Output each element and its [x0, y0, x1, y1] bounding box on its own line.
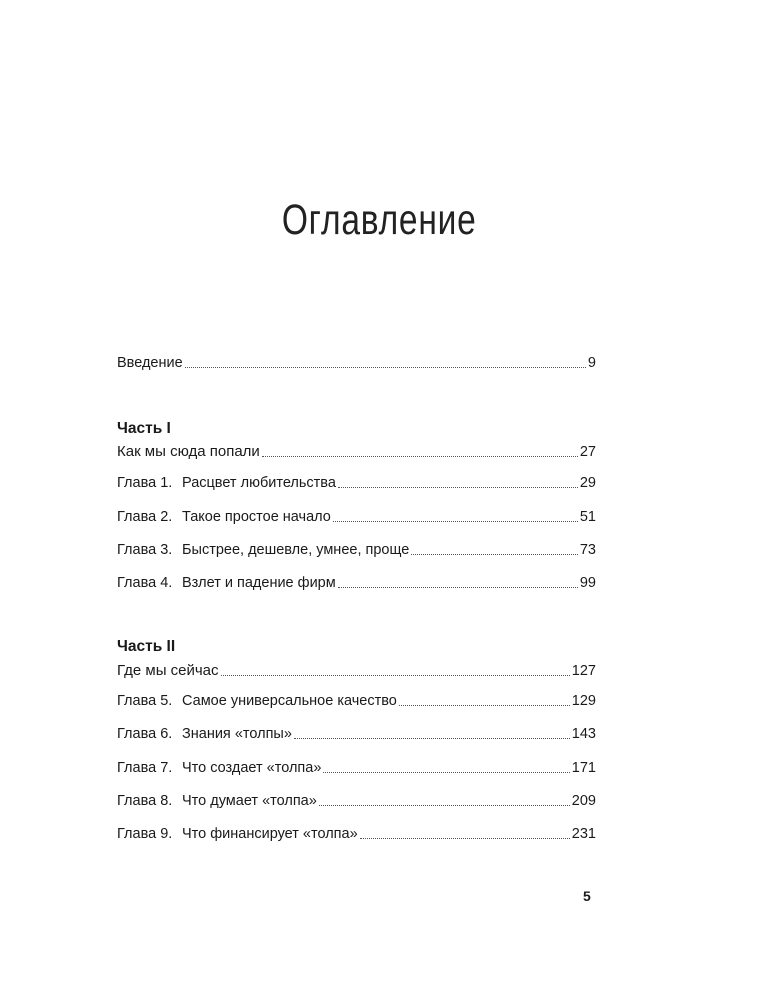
- toc-entry-page: 27: [579, 444, 596, 460]
- toc-section-label: Где мы сейчас: [117, 662, 219, 679]
- dot-leader: [411, 553, 578, 555]
- dot-leader: [262, 455, 578, 457]
- toc-entry-page: 129: [571, 693, 596, 709]
- dot-leader: [333, 520, 578, 522]
- chapter-title: Что создает «толпа»: [182, 760, 322, 776]
- toc-chapter-8[interactable]: [117, 790, 596, 810]
- chapter-title: Такое простое начало: [182, 509, 331, 525]
- chapter-number: Глава 8.: [117, 793, 173, 809]
- toc-chapter-3[interactable]: [117, 539, 596, 559]
- toc-entry-page: 127: [571, 663, 596, 679]
- chapter-title: Быстрее, дешевле, умнее, проще: [182, 542, 410, 558]
- toc-section-label: Как мы сюда попали: [117, 443, 260, 460]
- toc-section-part-2[interactable]: [117, 660, 596, 680]
- chapter-number: Глава 5.: [117, 693, 173, 709]
- chapter-number: Глава 9.: [117, 826, 173, 842]
- dot-leader: [338, 586, 578, 588]
- toc-entry-page: 51: [579, 509, 596, 525]
- toc-entry-page: 99: [579, 575, 596, 591]
- chapter-number: Глава 2.: [117, 509, 173, 525]
- toc-entry-page: 231: [571, 826, 596, 842]
- chapter-title: Взлет и падение фирм: [182, 575, 336, 591]
- toc-entry-page: 171: [571, 760, 596, 776]
- chapter-title: Расцвет любительства: [182, 475, 336, 491]
- chapter-number: Глава 7.: [117, 760, 173, 776]
- part-1-title: Часть I: [117, 420, 171, 437]
- toc-entry-page: 29: [579, 475, 596, 491]
- toc-chapter-7[interactable]: [117, 757, 596, 777]
- toc-entry-page: 9: [587, 355, 596, 371]
- toc-entry-intro[interactable]: [117, 352, 596, 372]
- toc-chapter-5[interactable]: [117, 690, 596, 710]
- chapter-title: Самое универсальное качество: [182, 693, 397, 709]
- dot-leader: [338, 486, 578, 488]
- chapter-title: Что думает «толпа»: [182, 793, 317, 809]
- toc-chapter-4[interactable]: [117, 572, 596, 592]
- chapter-title: Знания «толпы»: [182, 726, 292, 742]
- toc-section-part-1[interactable]: [117, 441, 596, 461]
- page-number: 5: [583, 888, 591, 904]
- dot-leader: [221, 674, 570, 676]
- toc-chapter-9[interactable]: [117, 823, 596, 843]
- dot-leader: [294, 737, 570, 739]
- dot-leader: [360, 837, 570, 839]
- dot-leader: [399, 704, 570, 706]
- part-2-title: Часть II: [117, 638, 176, 655]
- chapter-number: Глава 4.: [117, 575, 173, 591]
- dot-leader: [323, 771, 569, 773]
- chapter-number: Глава 3.: [117, 542, 173, 558]
- toc-entry-label: Введение: [117, 355, 183, 371]
- chapter-number: Глава 1.: [117, 475, 173, 491]
- dot-leader: [185, 366, 586, 368]
- page-title: Оглавление: [281, 196, 477, 244]
- toc-entry-page: 143: [571, 726, 596, 742]
- toc-chapter-6[interactable]: [117, 723, 596, 743]
- chapter-number: Глава 6.: [117, 726, 173, 742]
- toc-chapter-2[interactable]: [117, 506, 596, 526]
- chapter-title: Что финансирует «толпа»: [182, 826, 358, 842]
- toc-chapter-1[interactable]: [117, 472, 596, 492]
- toc-entry-page: 73: [579, 542, 596, 558]
- toc-entry-page: 209: [571, 793, 596, 809]
- dot-leader: [319, 804, 570, 806]
